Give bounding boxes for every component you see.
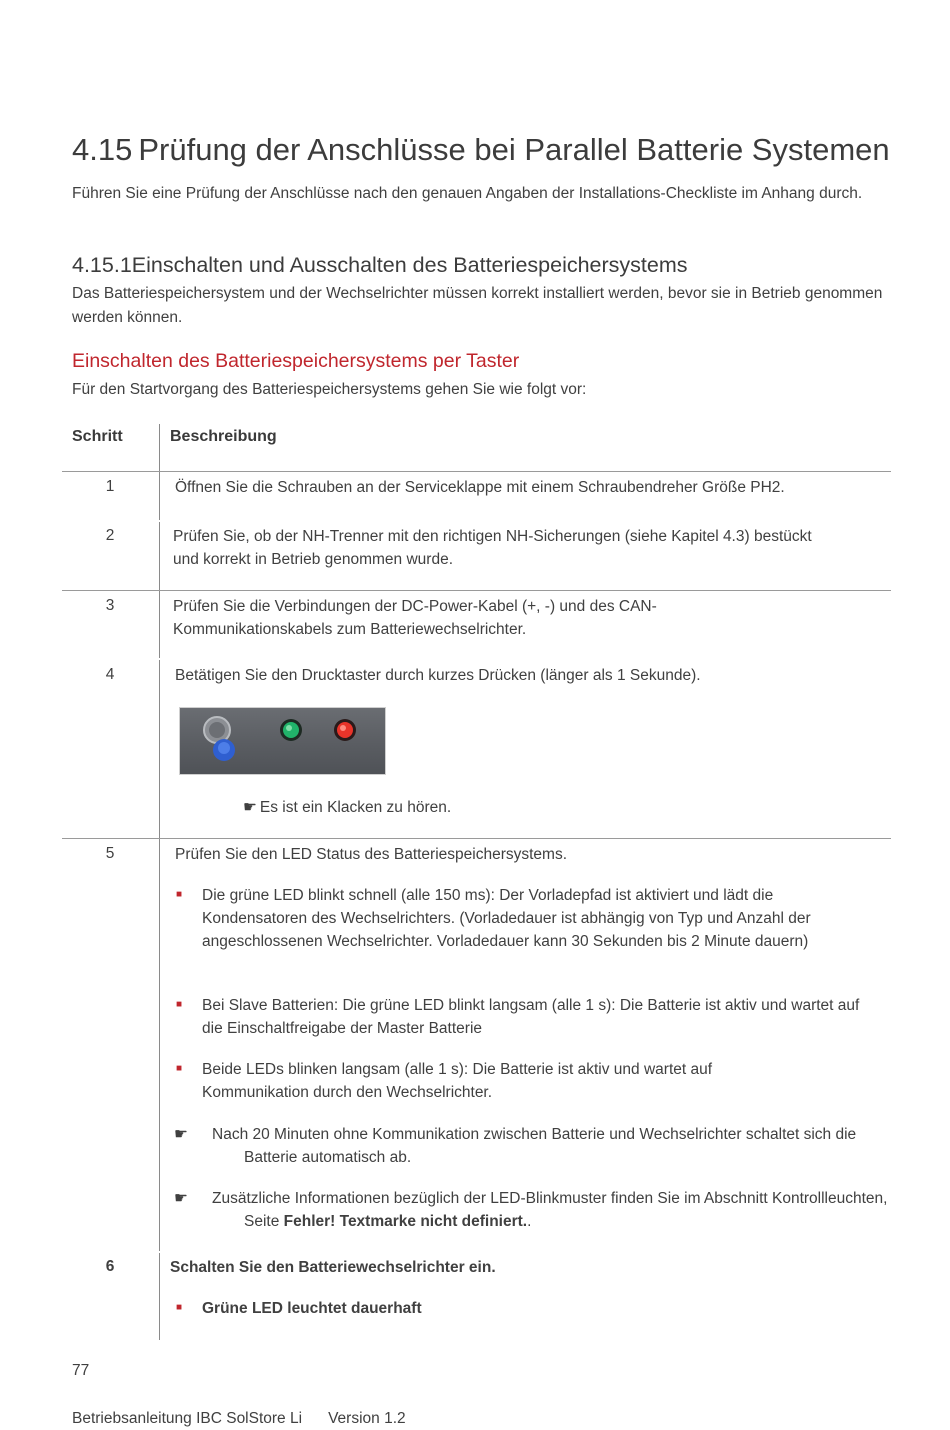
subsection-number: 4.15.1 xyxy=(72,253,132,277)
step-number: 1 xyxy=(105,478,115,495)
step-note: ☛ Zusätzliche Informationen bezüglich der LED-Blinkmuster finden Sie im Abschnitt Kontrollleuchten, Seite Fehler! Textmarke nicht definiert.. xyxy=(174,1190,888,1230)
header-description: Beschreibung xyxy=(170,428,277,445)
step-description: Prüfen Sie den LED Status des Batteriespeichersystems. xyxy=(175,846,568,863)
section-heading xyxy=(72,132,890,168)
column-divider xyxy=(159,839,160,1251)
push-button-led-panel-icon xyxy=(180,708,385,774)
square-bullet-icon: ■ xyxy=(176,999,183,1010)
list-item: Die grüne LED blinkt schnell (alle 150 ms): Der Vorladepfad ist aktiviert und lädt die Kondensatoren des Wechselrichters. (Vorladedauer ist abhängig von Typ und Anzahl der angeschlossenen Wechselrichter. Vorladedauer kann 30 Sekunden bis 2 Minute dauern) xyxy=(202,887,811,950)
page-number: 77 xyxy=(72,1362,90,1379)
subsection-heading xyxy=(72,253,688,278)
subsection-title: Einschalten und Ausschalten des Batteriespeichersystems xyxy=(131,253,688,277)
step-description: Betätigen Sie den Drucktaster durch kurzes Drücken (länger als 1 Sekunde). xyxy=(175,667,701,684)
step-number: 5 xyxy=(105,845,115,862)
table-divider xyxy=(62,471,891,472)
document-footer xyxy=(72,1410,406,1428)
step-description: Prüfen Sie die Verbindungen der DC-Power-Kabel (+, -) und des CAN-Kommunikationskabels zum Batteriewechselrichter. xyxy=(173,598,657,638)
broken-reference: Fehler! Textmarke nicht definiert. xyxy=(283,1213,528,1230)
pointing-hand-icon: ☛ xyxy=(243,799,257,816)
document-version: Version 1.2 xyxy=(328,1410,406,1427)
section-number: 4.15 xyxy=(72,132,133,167)
table-divider xyxy=(62,590,891,591)
square-bullet-icon: ■ xyxy=(176,889,183,900)
step-description: Schalten Sie den Batteriewechselrichter ein. xyxy=(170,1259,496,1276)
subsection-text: Das Batteriespeichersystem und der Wechselrichter müssen korrekt installiert werden, bevor sie in Betrieb genommen werden können. xyxy=(72,285,883,326)
square-bullet-icon: ■ xyxy=(176,1063,183,1074)
column-divider xyxy=(159,472,160,520)
procedure-intro: Für den Startvorgang des Batteriespeichersystems gehen Sie wie folgt vor: xyxy=(72,381,587,398)
procedure-title: Einschalten des Batteriespeichersystems per Taster xyxy=(72,350,520,372)
table-divider xyxy=(62,838,891,839)
column-divider xyxy=(159,424,160,471)
column-divider xyxy=(159,660,160,838)
document-title: Betriebsanleitung IBC SolStore Li xyxy=(72,1410,303,1427)
step-number: 6 xyxy=(105,1258,115,1275)
step-description: Öffnen Sie die Schrauben an der Serviceklappe mit einem Schraubendreher Größe PH2. xyxy=(175,479,785,496)
step-note: ☛ Es ist ein Klacken zu hören. xyxy=(243,796,451,819)
list-item: Grüne LED leuchtet dauerhaft xyxy=(202,1300,422,1317)
column-divider xyxy=(159,591,160,658)
step-number: 2 xyxy=(105,527,115,544)
list-item: Beide LEDs blinken langsam (alle 1 s): Die Batterie ist aktiv und wartet auf Kommunikation durch den Wechselrichter. xyxy=(202,1061,713,1101)
list-item: Bei Slave Batterien: Die grüne LED blinkt langsam (alle 1 s): Die Batterie ist aktiv und wartet auf die Einschaltfreigabe der Master Batterie xyxy=(202,997,860,1037)
step-number: 4 xyxy=(105,666,115,683)
step-number: 3 xyxy=(105,597,115,614)
square-bullet-icon: ■ xyxy=(176,1302,183,1313)
section-intro: Führen Sie eine Prüfung der Anschlüsse nach den genauen Angaben der Installations-Checkliste im Anhang durch. xyxy=(72,185,863,202)
step-note: ☛ Nach 20 Minuten ohne Kommunikation zwischen Batterie und Wechselrichter schaltet sich die Batterie automatisch ab. xyxy=(174,1126,857,1166)
step-description: Prüfen Sie, ob der NH-Trenner mit den richtigen NH-Sicherungen (siehe Kapitel 4.3) bestückt und korrekt in Betrieb genommen wurde. xyxy=(173,528,812,568)
column-divider xyxy=(159,1253,160,1340)
section-title: Prüfung der Anschlüsse bei Parallel Batterie Systemen xyxy=(138,132,890,167)
column-divider xyxy=(159,522,160,590)
header-step: Schritt xyxy=(72,428,123,445)
push-button-photo xyxy=(179,707,386,775)
